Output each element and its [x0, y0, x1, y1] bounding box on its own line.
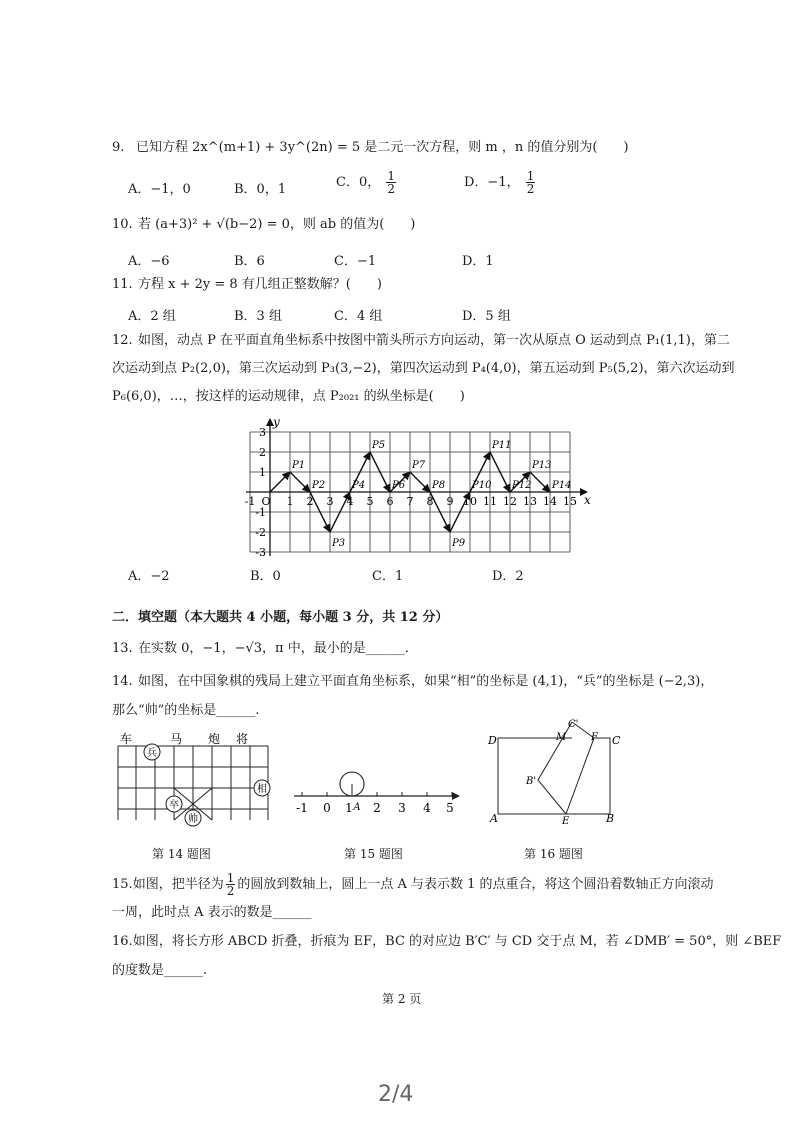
q9-text: 已知方程 2x^(m+1) + 3y^(2n) = 5 是二元一次方程，则 m ，n 的值分别为( ) — [136, 140, 629, 155]
q13-number: 13. — [112, 641, 133, 656]
q9-option-d — [464, 170, 537, 195]
y-tick-label: -2 — [255, 526, 266, 539]
q12-line3: P₆(6,0)，…，按这样的运动规律，点 P₂₀₂₁ 的纵坐标是( ) — [112, 389, 465, 404]
x-tick-label: 12 — [503, 495, 517, 508]
q11-option-b: B．3 组 — [234, 309, 282, 324]
q14-line1: 如图，在中国象棋的残局上建立平面直角坐标系，如果“相”的坐标是 (4,1)，“兵”的坐标是 (−2,3)， — [138, 674, 714, 689]
y-tick-label: 3 — [259, 426, 266, 439]
q10-option-b: B．6 — [234, 254, 265, 269]
fig16-caption: 第 16 题图 — [524, 847, 583, 861]
chess-piece-bing-label: 兵 — [147, 748, 157, 759]
frac-denominator: 2 — [387, 182, 395, 196]
path-segment — [410, 472, 430, 492]
x-tick-label: 13 — [523, 495, 537, 508]
q14-line2: 那么“帅”的坐标是______. — [112, 703, 260, 718]
y-tick-label: -3 — [255, 546, 266, 559]
q10-number: 10. — [112, 217, 133, 232]
number-line-tick: 4 — [423, 801, 431, 815]
section-fill-in-title: 二．填空题（本大题共 4 小题，每小题 3 分，共 12 分） — [112, 610, 449, 625]
q9-option-d-fraction — [526, 170, 536, 195]
q16-line2: 的度数是______. — [112, 963, 208, 978]
frac-denominator: 2 — [226, 884, 235, 898]
x-tick-label: 14 — [543, 495, 557, 508]
q9-option-b: B．0，1 — [234, 182, 287, 197]
number-line-tick: 2 — [373, 801, 381, 815]
q12-option-b: B．0 — [250, 569, 281, 584]
q11-option-d: D．5 组 — [462, 309, 511, 324]
number-line-tick: 5 — [446, 801, 454, 815]
q10-option-a: A．−6 — [128, 254, 170, 269]
frac-numerator: 1 — [226, 871, 235, 885]
q12-line1: 如图，动点 P 在平面直角坐标系中按图中箭头所示方向运动，第一次从原点 O 运动到点 P₁(1,1)，第二 — [138, 333, 730, 348]
x-tick-label: 1 — [286, 495, 294, 508]
q12-number: 12. — [112, 333, 133, 348]
y-tick-label: 1 — [259, 466, 266, 479]
fig14-caption: 第 14 题图 — [152, 847, 211, 861]
q9-option-d-label: D．−1， — [464, 175, 520, 190]
q12-option-a: A．−2 — [128, 569, 170, 584]
frac-numerator: 1 — [387, 169, 395, 183]
point-label: P13 — [532, 460, 552, 471]
fig16-label-c-prime: C' — [568, 719, 579, 730]
chess-top-char: 炮 — [208, 732, 221, 746]
chess-top-char: 车 — [120, 732, 133, 746]
point-label: P11 — [492, 440, 512, 451]
x-tick-label: 11 — [483, 495, 497, 508]
number-line-tick: 1 — [345, 801, 353, 815]
chess-piece-zu-label: 卒 — [169, 800, 179, 811]
number-line-tick: 0 — [323, 801, 331, 815]
q16-number: 16. — [112, 934, 133, 949]
q12-option-c: C．1 — [372, 569, 404, 584]
x-tick-label: 3 — [326, 495, 334, 508]
point-label: P6 — [392, 480, 406, 491]
q9-option-c-label: C．0， — [336, 175, 381, 190]
q10-option-c: C．−1 — [334, 254, 377, 269]
q15-post: 的圆放到数轴上，圆上一点 A 与表示数 1 的点重合，将这个圆沿着数轴正方向滚动 — [237, 877, 714, 892]
x-tick-label: 4 — [346, 495, 354, 508]
fig16-folded-rectangle — [484, 716, 624, 826]
point-label: P2 — [312, 480, 326, 491]
q13-text: 在实数 0，−1，−√3，π 中，最小的是______. — [138, 641, 409, 656]
q14-number: 14. — [112, 674, 133, 689]
chess-piece-xiang-label: 相 — [257, 784, 267, 795]
point-label: P14 — [552, 480, 572, 491]
point-label: P10 — [472, 480, 492, 491]
q9-number: 9. — [112, 140, 125, 155]
x-tick-label: 8 — [426, 495, 434, 508]
viewer-page-indicator: 2/4 — [378, 1082, 414, 1107]
fig15-number-line — [290, 760, 466, 820]
x-tick-label: 6 — [386, 495, 394, 508]
path-segment — [270, 472, 290, 492]
point-label: P5 — [372, 440, 386, 451]
point-label: P12 — [512, 480, 532, 491]
q15-fraction — [226, 872, 236, 897]
q15-number: 15. — [112, 877, 133, 892]
y-tick-label: 2 — [259, 446, 266, 459]
fig16-label-b-prime: B' — [526, 776, 537, 787]
q9-option-c-fraction — [386, 170, 396, 195]
q9-option-c — [336, 170, 398, 195]
x-tick-label: 15 — [563, 495, 577, 508]
page-number: 第 2 页 — [382, 992, 422, 1006]
y-axis-label: y — [273, 415, 280, 429]
fig16-label-m: M — [556, 732, 567, 743]
path-segment — [530, 472, 550, 492]
number-line-tick: 3 — [398, 801, 406, 815]
q12-line2: 次运动到点 P₂(2,0)，第三次运动到 P₃(3,−2)，第四次运动到 P₄(4,0)，第五运动到 P₅(5,2)，第六次运动到 — [112, 361, 735, 376]
q15-pre: 如图，把半径为 — [132, 877, 224, 892]
q12-coordinate-chart — [224, 410, 591, 559]
q16-line1 — [112, 933, 781, 951]
q11-text: 方程 x + 2y = 8 有几组正整数解？( ) — [138, 277, 382, 292]
fig16-label-a: A — [490, 812, 498, 825]
fig14-chess-board — [112, 730, 274, 830]
frac-numerator: 1 — [526, 169, 535, 183]
x-tick-label: 2 — [306, 495, 314, 508]
fig16-label-f: F — [591, 732, 598, 743]
x-tick-label: 5 — [366, 495, 374, 508]
chart-axes — [246, 415, 591, 556]
x-axis-label: x — [584, 493, 591, 507]
y-tick-label: -1 — [255, 506, 266, 519]
path-segment — [290, 472, 310, 492]
frac-denominator: 2 — [526, 182, 535, 196]
q15-line1 — [112, 872, 714, 897]
q9-option-a: A．−1，0 — [128, 182, 191, 197]
fig16-label-d: D — [488, 734, 497, 747]
q10-text: 若 (a+3)² + √(b−2) = 0，则 ab 的值为( ) — [138, 217, 416, 232]
q10-option-d: D．1 — [462, 254, 494, 269]
q11-option-c: C．4 组 — [334, 309, 383, 324]
chess-piece-shuai-label: 帅 — [188, 814, 198, 825]
x-tick-label: 9 — [446, 495, 454, 508]
q15-line2: 一周，此时点 A 表示的数是______ — [112, 905, 312, 920]
chess-top-char: 将 — [236, 732, 249, 746]
fig16-label-b: B — [606, 812, 615, 825]
number-line-point-a: A — [353, 802, 361, 813]
point-label: P3 — [332, 538, 346, 549]
q11-option-a: A．2 组 — [128, 309, 176, 324]
fig16-label-e: E — [562, 816, 570, 827]
point-label: P7 — [412, 460, 426, 471]
fig15-caption: 第 15 题图 — [344, 847, 403, 861]
q16-text: 如图，将长方形 ABCD 折叠，折痕为 EF，BC 的对应边 B′C′ 与 CD 交于点 M，若 ∠DMB′ = 50°，则 ∠BEF — [132, 934, 782, 949]
x-tick-label: O — [261, 495, 271, 508]
point-label: P1 — [292, 460, 306, 471]
q12-option-d: D．2 — [492, 569, 524, 584]
x-tick-label: -1 — [244, 495, 256, 508]
point-label: P8 — [432, 480, 446, 491]
x-tick-label: 10 — [463, 495, 477, 508]
chess-top-char: 马 — [170, 732, 183, 746]
number-line-tick: -1 — [296, 801, 308, 815]
point-label: P9 — [452, 538, 466, 549]
x-tick-label: 7 — [406, 495, 414, 508]
point-label: P4 — [352, 480, 366, 491]
q11-number: 11. — [112, 277, 133, 292]
fig16-label-c: C — [612, 734, 621, 747]
